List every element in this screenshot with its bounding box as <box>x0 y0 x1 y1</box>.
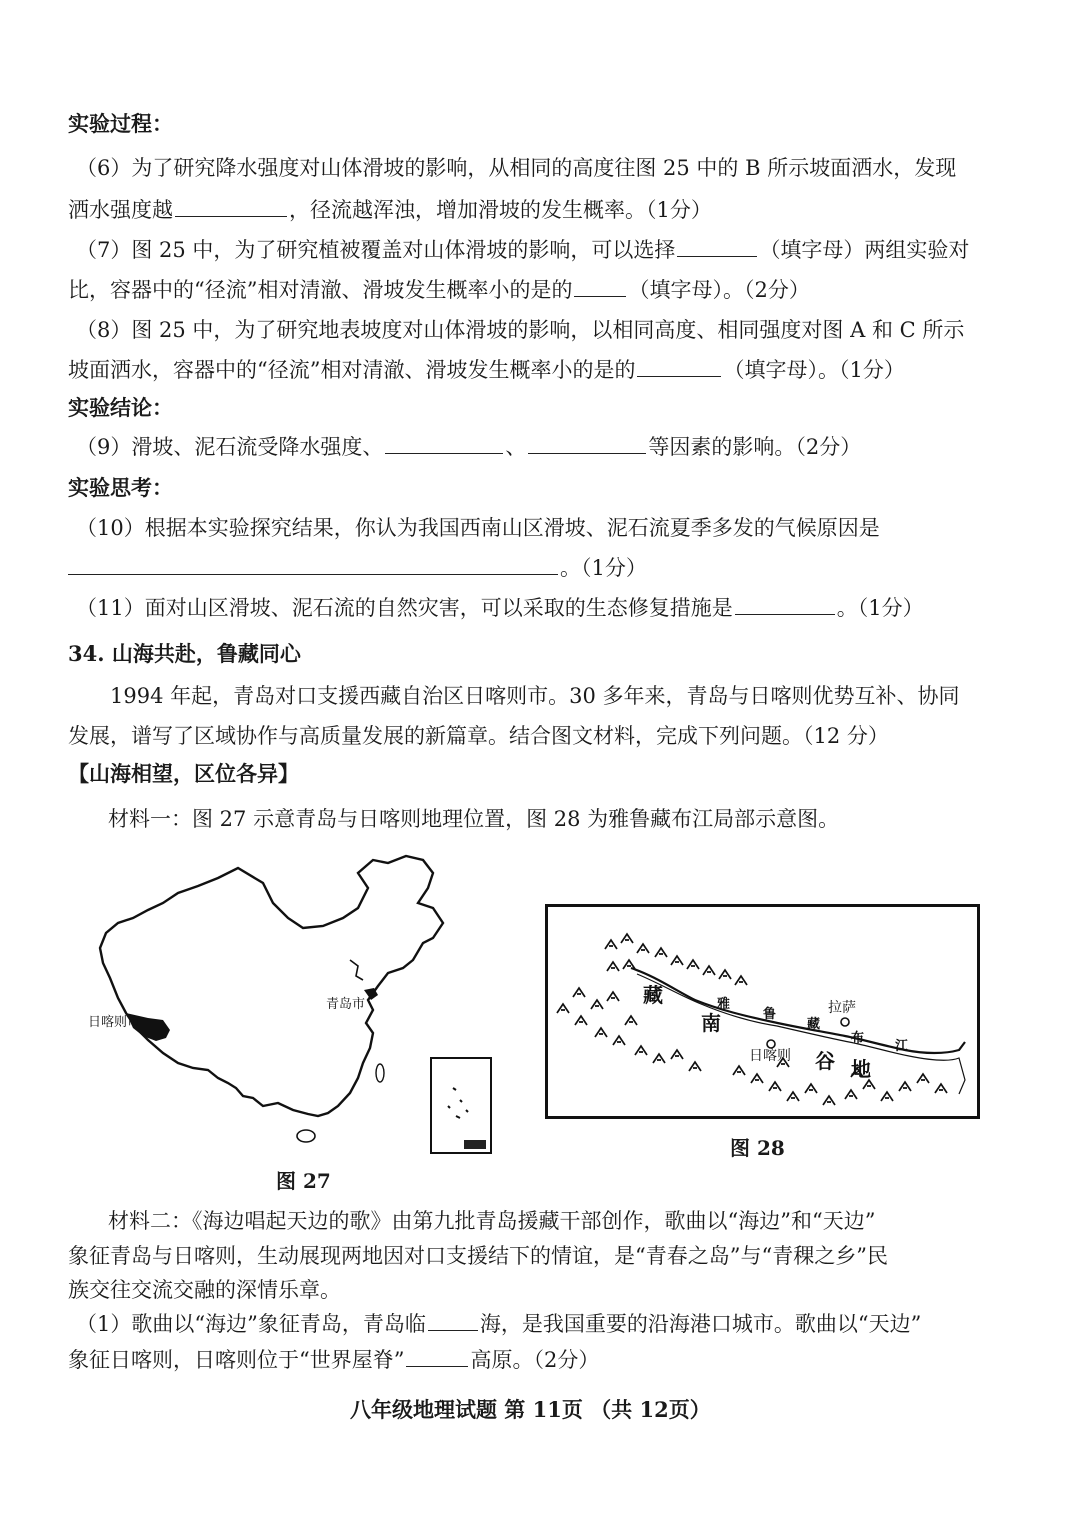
material-1: 材料一：图 27 示意青岛与日喀则地理位置，图 28 为雅鲁藏布江局部示意图。 <box>108 807 840 831</box>
label-zang: 藏 <box>643 983 663 1007</box>
section-conclusion: 实验结论： <box>68 395 173 420</box>
river-bank <box>637 974 965 1094</box>
mountains-south <box>733 1058 947 1105</box>
label-shigatse: 日喀则 <box>749 1048 791 1064</box>
mountains-west <box>557 988 701 1071</box>
label-di: 地 <box>851 1057 871 1081</box>
answer-blank[interactable] <box>428 1310 478 1331</box>
answer-blank[interactable] <box>175 196 287 217</box>
yarlung-tsangpo-river <box>631 968 965 1053</box>
label-lhasa: 拉萨 <box>828 1000 856 1016</box>
label-gu: 谷 <box>815 1049 835 1073</box>
q8-line2: 坡面洒水，容器中的“径流”相对清澈、滑坡发生概率小的是的 （填字母）。（1分） <box>68 358 905 382</box>
q11-line: （11）面对山区滑坡、泥石流的自然灾害，可以采取的生态修复措施是 。（1分） <box>76 596 924 620</box>
lhasa-marker <box>841 1018 849 1026</box>
q8-line1: （8）图 25 中，为了研究地表坡度对山体滑坡的影响，以相同高度、相同强度对图 A 和 C 所示 <box>76 318 965 342</box>
material-2-line2: 象征青岛与日喀则，生动展现两地因对口支援结下的情谊，是“青春之岛”与“青稞之乡”民 <box>68 1244 888 1268</box>
china-outline <box>100 856 443 1116</box>
hainan-island <box>297 1130 315 1142</box>
q34-title: 34. 山海共赴，鲁藏同心 <box>68 641 301 666</box>
south-china-sea-inset <box>431 1058 491 1153</box>
q7-line1: （7）图 25 中，为了研究植被覆盖对山体滑坡的影响，可以选择 （填字母）两组实验对 <box>76 238 970 262</box>
answer-blank[interactable] <box>677 236 757 257</box>
mountains-north <box>605 934 747 985</box>
answer-blank[interactable] <box>637 356 721 377</box>
inset-scale <box>464 1140 486 1149</box>
q6-line2: 洒水强度越 ，径流越浑浊，增加滑坡的发生概率。（1分） <box>68 198 712 222</box>
section-thinking: 实验思考： <box>68 475 173 500</box>
river-char-ya: 雅 <box>717 997 731 1012</box>
label-shigatse: 日喀则市 <box>88 1015 141 1030</box>
q7-line2: 比，容器中的“径流”相对清澈、滑坡发生概率小的是的 （填字母）。（2分） <box>68 278 810 302</box>
figure-28-caption: 图 28 <box>730 1136 785 1160</box>
page-footer: 八年级地理试题 第 11页 （共 12页） <box>350 1397 711 1422</box>
figure-27-caption: 图 27 <box>276 1169 331 1193</box>
taiwan-island <box>376 1064 384 1082</box>
material-2-line1: 材料二：《海边唱起天边的歌》由第九批青岛援藏干部创作，歌曲以“海边”和“天边” <box>108 1209 876 1233</box>
label-nan: 南 <box>701 1011 721 1035</box>
label-qingdao: 青岛市 <box>326 997 366 1012</box>
answer-blank[interactable] <box>68 554 558 575</box>
answer-blank[interactable] <box>574 276 626 297</box>
q10-line2: 。（1分） <box>68 554 647 582</box>
river-char-bu: 布 <box>851 1031 865 1046</box>
q34-intro-2: 发展，谱写了区域协作与高质量发展的新篇章。结合图文材料，完成下列问题。（12 分） <box>68 724 889 748</box>
q9-line: （9）滑坡、泥石流受降水强度、 、 等因素的影响。（2分） <box>76 435 862 459</box>
river-char-zang: 藏 <box>807 1017 821 1032</box>
answer-blank[interactable] <box>528 433 646 454</box>
figure-27-china-map <box>88 848 508 1168</box>
shigatse-marker <box>767 1040 775 1048</box>
river-char-jiang: 江 <box>895 1039 909 1054</box>
bohai-coast <box>350 960 363 980</box>
section-process: 实验过程： <box>68 111 173 136</box>
answer-blank[interactable] <box>406 1346 468 1367</box>
q34-intro-1: 1994 年起，青岛对口支援西藏自治区日喀则市。30 多年来，青岛与日喀则优势互补、协同 <box>110 684 960 708</box>
answer-blank[interactable] <box>385 433 503 454</box>
q10-line1: （10）根据本实验探究结果，你认为我国西南山区滑坡、泥石流夏季多发的气候原因是 <box>76 516 880 540</box>
inset-islands <box>448 1088 468 1118</box>
q34-1-line1: （1）歌曲以“海边”象征青岛，青岛临 海，是我国重要的沿海港口城市。歌曲以“天边” <box>76 1312 922 1336</box>
q34-1-line2: 象征日喀则，日喀则位于“世界屋脊” 高原。（2分） <box>68 1348 600 1372</box>
answer-blank[interactable] <box>735 594 835 615</box>
river-char-lu: 鲁 <box>763 1007 777 1022</box>
material-2-line3: 族交往交流交融的深情乐章。 <box>68 1278 341 1302</box>
q34-subtitle: 【山海相望，区位各异】 <box>68 761 299 786</box>
figure-28-river-map <box>545 904 981 1120</box>
q6-line1: （6）为了研究降水强度对山体滑坡的影响，从相同的高度往图 25 中的 B 所示坡面洒水，发现 <box>76 156 957 180</box>
